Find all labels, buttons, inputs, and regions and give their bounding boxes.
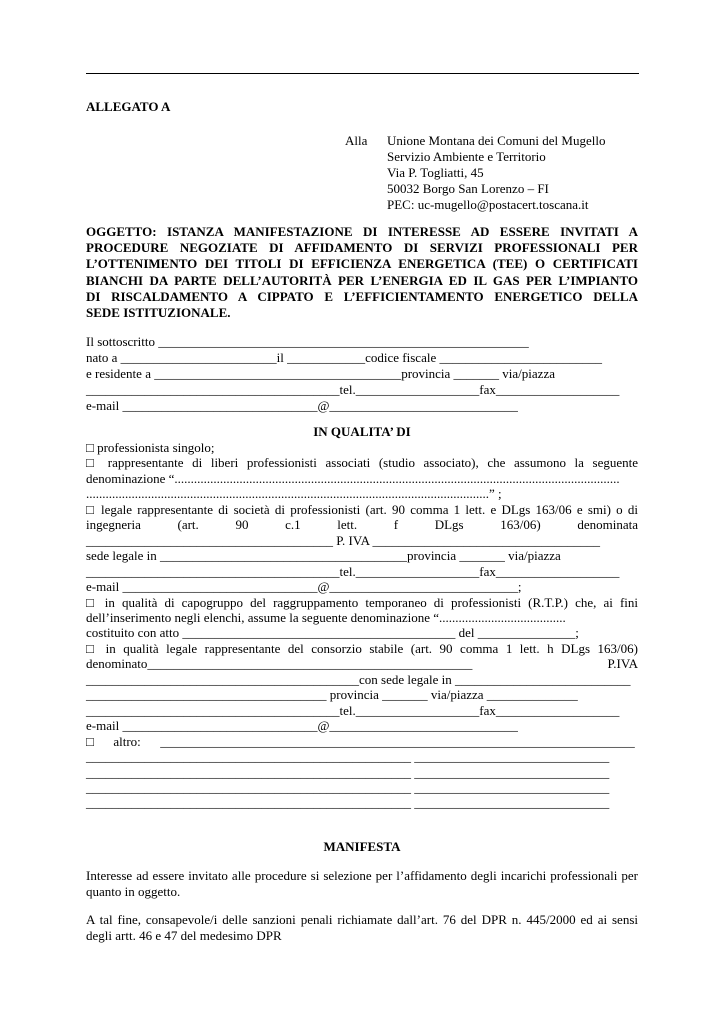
alla-label: Alla	[345, 133, 368, 148]
allegato-label: ALLEGATO A	[86, 99, 171, 114]
qualita-line[interactable]: denominazione “.........................................................................................................................................	[86, 470, 620, 486]
manifesta-paragraph: Interesse ad essere invitato alle procedure si selezione per l’affidamento degli incarichi professionali per quanto in oggetto.	[86, 868, 638, 899]
qualita-line[interactable]: e-mail ______________________________@_____________________________;	[86, 579, 522, 595]
oggetto-line: DI RISCALDAMENTO A CIPPATO E L’EFFICIENTAMENTO ENERGETICO DELLA	[86, 288, 638, 304]
address-line: 50032 Borgo San Lorenzo – FI	[387, 181, 549, 196]
qualita-line[interactable]: _______________________________________tel.___________________fax___________________	[86, 702, 620, 718]
qualita-line[interactable]: □ professionista singolo;	[86, 440, 215, 455]
qualita-line[interactable]: costituito con atto __________________________________________ del _______________;	[86, 625, 579, 641]
qualita-heading: IN QUALITA’ DI	[313, 424, 411, 439]
oggetto-line: OGGETTO: ISTANZA MANIFESTAZIONE DI INTERESSE AD ESSERE INVITATI A	[86, 224, 638, 239]
qualita-line[interactable]: _____________________________________ provincia _______ via/piazza ______________	[86, 687, 578, 703]
address-line: Unione Montana dei Comuni del Mugello	[387, 133, 606, 148]
oggetto-line: SEDE ISTITUZIONALE.	[86, 305, 231, 321]
qualita-line[interactable]: ______________________________________ P. IVA ___________________________________	[86, 532, 601, 548]
qualita-line[interactable]: __________________________________________________ ______________________________	[86, 749, 610, 765]
qualita-line[interactable]: _______________________________________tel.___________________fax___________________	[86, 563, 620, 579]
qualita-line[interactable]: □ in qualità legale rappresentante del consorzio stabile (art. 90 comma 1 lett. h DLgs 163/06)	[86, 640, 638, 656]
oggetto-line: PROCEDURE NEGOZIATE DI AFFIDAMENTO DI SERVIZI PROFESSIONALI PER	[86, 240, 638, 256]
oggetto-line: L’OTTENIMENTO DEI TITOLI DI EFFICIENZA ENERGETICA (TEE) O CERTIFICATI	[86, 256, 638, 272]
qualita-line[interactable]: __________________________________________________ ______________________________	[86, 764, 610, 780]
qualita-line[interactable]: __________________________________________con sede legale in ___________________________	[86, 671, 631, 687]
tel-fax-field[interactable]: _______________________________________tel.___________________fax___________________	[86, 382, 620, 397]
qualita-line[interactable]: ............................................................................................................................” ;	[86, 486, 502, 502]
birth-fiscal-code-field[interactable]: nato a ________________________il ____________codice fiscale _________________________	[86, 350, 602, 365]
email-field[interactable]: e-mail ______________________________@_____________________________	[86, 398, 518, 413]
manifesta-paragraph: A tal fine, consapevole/i delle sanzioni penali richiamate dall’art. 76 del DPR n. 445/2000 ed ai sensi degli artt. 46 e 47 del medesimo DPR	[86, 912, 638, 943]
header-rule	[86, 73, 639, 74]
address-line: Via P. Togliatti, 45	[387, 165, 484, 180]
qualita-options	[86, 440, 638, 811]
qualita-line[interactable]: denominato__________________________________________________ P.IVA	[86, 656, 638, 672]
address-line: Servizio Ambiente e Territorio	[387, 149, 546, 164]
sottoscritto-field[interactable]: Il sottoscritto _________________________________________________________	[86, 334, 529, 349]
qualita-line[interactable]: __________________________________________________ ______________________________	[86, 795, 610, 811]
oggetto-block	[86, 224, 638, 321]
manifesta-heading: MANIFESTA	[323, 839, 401, 854]
qualita-line[interactable]: □ rappresentante di liberi professionisti associati (studio associato), che assumono la seguente	[86, 455, 638, 471]
pec-address: PEC: uc-mugello@postacert.toscana.it	[387, 197, 589, 212]
qualita-line[interactable]: __________________________________________________ ______________________________	[86, 779, 610, 795]
oggetto-line: BIANCHI DA PARTE DELL’AUTORITÀ PER L’ENERGIA ED IL GAS PER L’IMPIANTO	[86, 272, 638, 288]
qualita-line[interactable]: □ in qualità di capogruppo del raggruppamento temporaneo di professionisti (R.T.P.) che, ai fini	[86, 594, 638, 610]
qualita-line[interactable]: dell’inserimento negli elenchi, assume la seguente denominazione “.......................................	[86, 609, 566, 625]
qualita-line[interactable]: ingegneria (art. 90 c.1 lett. f DLgs 163/06) denominata	[86, 517, 638, 533]
qualita-line[interactable]: □ altro: _________________________________________________________________________	[86, 733, 635, 749]
qualita-line[interactable]: sede legale in ______________________________________provincia _______ via/piazza	[86, 548, 561, 564]
residence-field[interactable]: e residente a ______________________________________provincia _______ via/piazza	[86, 366, 555, 381]
qualita-line[interactable]: □ legale rappresentante di società di professionisti (art. 90 comma 1 lett. e DLgs 163/06 e smi) o di	[86, 501, 638, 517]
qualita-line[interactable]: e-mail ______________________________@_____________________________	[86, 718, 518, 734]
